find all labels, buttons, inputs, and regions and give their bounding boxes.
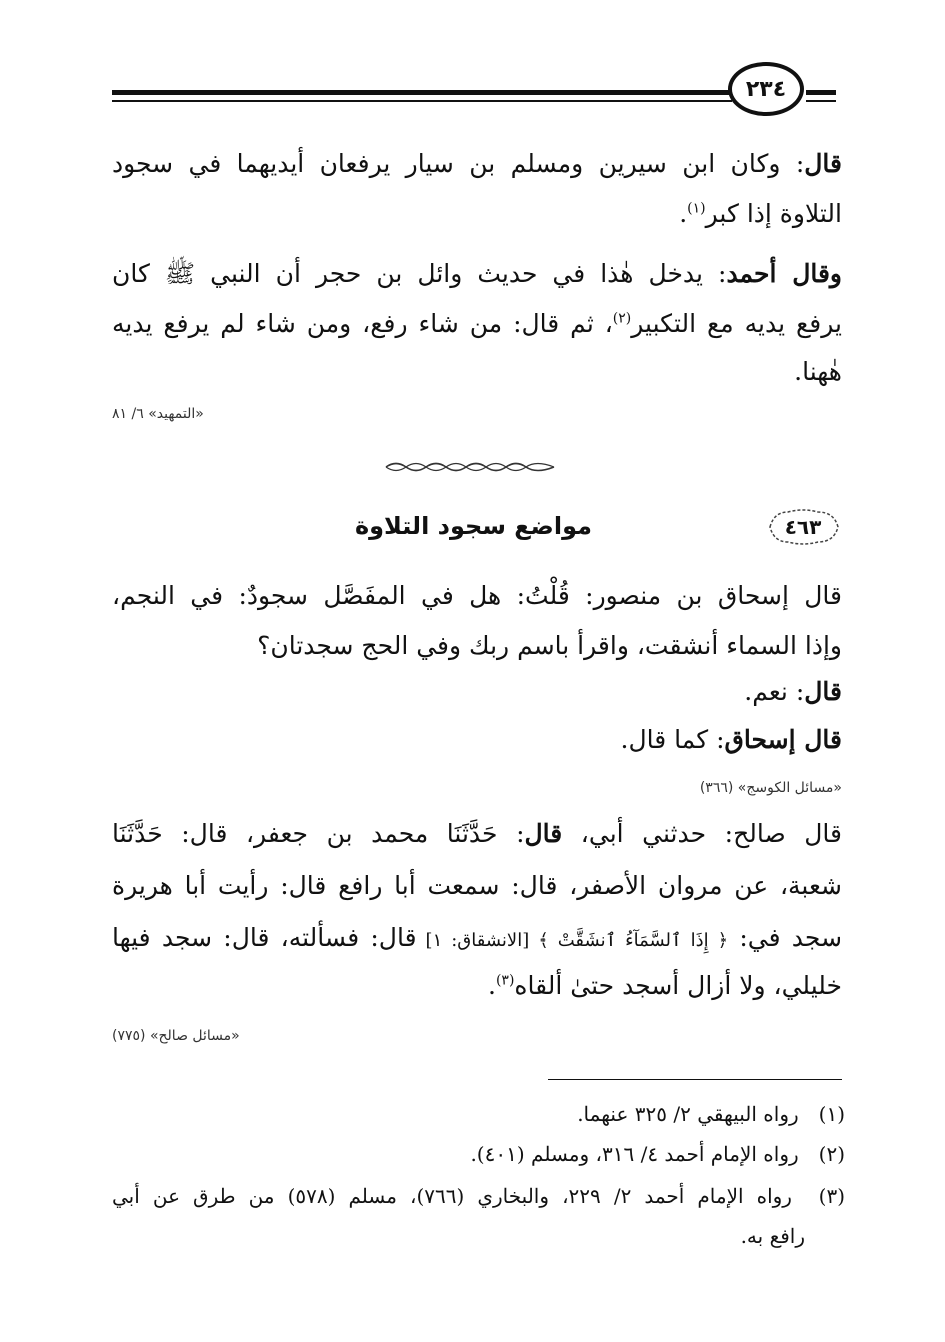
footnote-3-continued xyxy=(741,1218,805,1254)
footnote-text: رواه الإمام أحمد ٤/ ٣١٦، ومسلم (٤٠١). xyxy=(470,1142,799,1166)
block3-line3 xyxy=(744,672,842,712)
footnote-2 xyxy=(470,1136,845,1172)
block4-line1 xyxy=(112,814,842,854)
text: : حَدَّثَنَا محمد بن جعفر، قال: حَدَّثَنَا xyxy=(112,819,525,848)
block1-line1 xyxy=(112,144,842,184)
ornament-divider xyxy=(382,460,558,474)
text: ، ثم قال: من شاء رفع، ومن شاء لم يرفع يديه xyxy=(112,309,613,338)
block2-line2 xyxy=(112,304,842,344)
footnote-text: رافع به. xyxy=(740,1224,805,1248)
footnote-3 xyxy=(112,1178,845,1214)
footnote-number: (٣) xyxy=(818,1184,846,1208)
text: : كما قال. xyxy=(620,725,725,754)
text: سجد في: xyxy=(728,923,843,952)
page-number: ٢٣٤ xyxy=(728,62,804,116)
source-citation: «مسائل صالح» (٧٧٥) xyxy=(112,1028,240,1044)
block3-line2 xyxy=(257,626,842,666)
text: قال إسحاق بن منصور: قُلْتُ: هل في المفَصَّل سجودٌ: في النجم، xyxy=(112,581,842,610)
block4-line3 xyxy=(112,918,842,961)
header-rule-right-thin xyxy=(806,100,836,102)
speaker-label: قال إسحاق xyxy=(724,725,842,754)
quran-verse: ﴿ إِذَا ٱلسَّمَآءُ ٱنشَقَّتْ ﴾ xyxy=(538,930,729,951)
block3-line4 xyxy=(621,720,842,760)
block4-line4 xyxy=(488,966,842,1006)
text: قال صالح: حدثني أبي، xyxy=(562,819,842,848)
source-citation: «مسائل الكوسج» (٣٦٦) xyxy=(699,780,842,796)
speaker-label: قال xyxy=(524,819,563,848)
speaker-label: قال xyxy=(804,677,842,706)
section-title: مواضع سجود التلاوة xyxy=(354,512,592,540)
footnote-ref: (١) xyxy=(687,200,706,217)
footnote-number: (١) xyxy=(818,1102,845,1126)
source-citation: «التمهيد» ٦/ ٨١ xyxy=(112,406,204,422)
footnote-text: رواه الإمام أحمد ٢/ ٢٢٩، والبخاري (٧٦٦)، مسلم (٥٧٨) من طرق عن أبي xyxy=(112,1184,792,1208)
text: يرفع يديه مع التكبير xyxy=(631,309,842,338)
text: هٰهنا. xyxy=(794,357,842,386)
speaker-label: وقال أحمد xyxy=(726,259,842,288)
text: : نعم. xyxy=(744,677,805,706)
block3-line1 xyxy=(112,576,842,616)
text: . xyxy=(679,199,688,228)
block2-line3 xyxy=(794,352,842,392)
section-number-badge xyxy=(764,506,842,548)
header-rule-right-thick xyxy=(806,90,836,95)
text: وإذا السماء أنشقت، واقرأ باسم ربك وفي الحج سجدتان؟ xyxy=(257,631,842,660)
header-rule-thin xyxy=(112,100,732,102)
header-rule-thick xyxy=(112,90,732,95)
block1-line2 xyxy=(679,194,842,234)
footnote-ref: (٣) xyxy=(495,972,515,989)
footnote-number: (٢) xyxy=(818,1142,845,1166)
speaker-label: قال xyxy=(804,149,842,178)
footnote-1 xyxy=(577,1096,845,1132)
text: التلاوة إذا كبر xyxy=(705,199,842,228)
text: شعبة، عن مروان الأصفر، قال: سمعت أبا رافع قال: رأيت أبا هريرة xyxy=(112,871,842,900)
text: خليلي، ولا أزال أسجد حتىٰ ألقاه xyxy=(514,971,842,1000)
text: : يدخل هٰذا في حديث وائل بن حجر أن النبي ﷺ كان xyxy=(112,259,727,288)
text: . xyxy=(488,971,496,1000)
footnote-text: رواه البيهقي ٢/ ٣٢٥ عنهما. xyxy=(577,1102,799,1126)
footnote-ref: (٢) xyxy=(612,310,632,327)
block2-line1 xyxy=(112,254,842,294)
verse-reference: [الانشقاق: ١] xyxy=(416,930,539,951)
footnote-separator xyxy=(548,1079,842,1080)
section-number: ٤٦٣ xyxy=(784,515,822,539)
block4-line2 xyxy=(112,866,842,906)
text: : وكان ابن سيرين ومسلم بن سيار يرفعان أيديهما في سجود xyxy=(112,149,805,178)
text: قال: فسألته، قال: سجد فيها xyxy=(112,923,417,952)
